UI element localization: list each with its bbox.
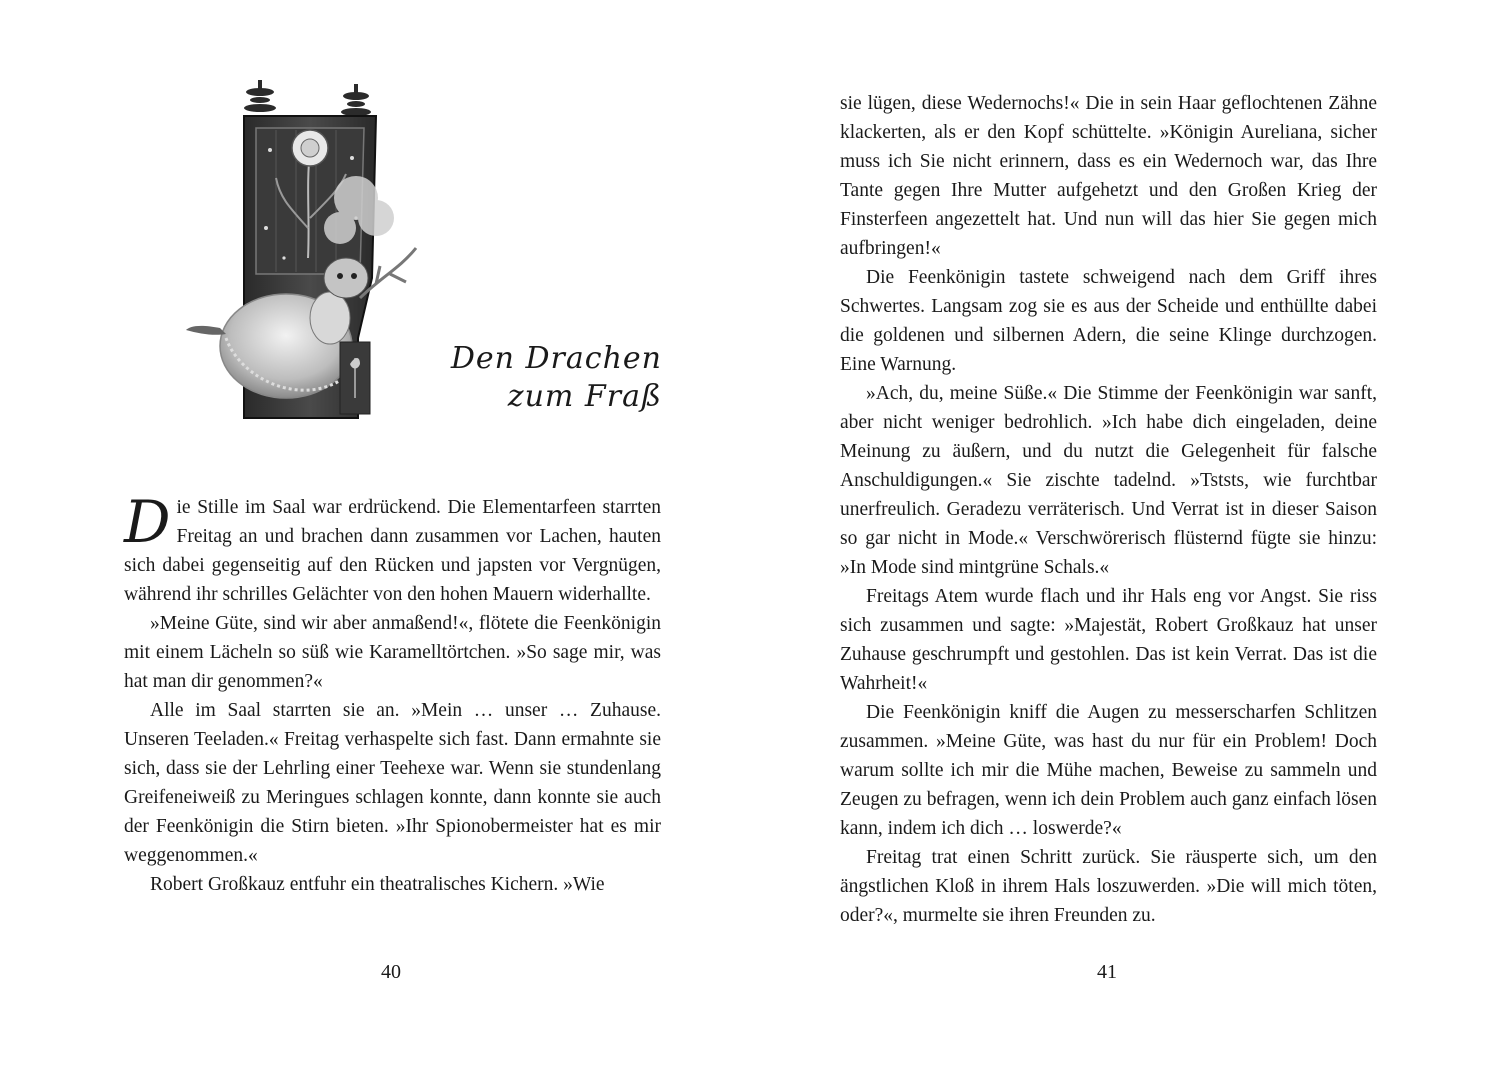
chapter-title-line-2: zum Fraß	[507, 379, 662, 414]
chapter-title	[440, 340, 662, 416]
paragraph: Alle im Saal starrten sie an. »Mein … unser … Zuhause. Unseren Teeladen.« Freitag verhaspelte sich fast. Dann ermahnte sie sich, dass sie der Lehrling einer Teehexe war. Wenn sie stundenlang Greifeneiweiß zu Meringues schlagen konnte, dann konnte sie auch der Feenkönigin die Stirn bieten. »Ihr Spionobermeister hat es mir weggenommen.«	[124, 700, 661, 866]
right-page	[750, 0, 1500, 1086]
paragraph: Die Feenkönigin tastete schweigend nach dem Griff ihres Schwertes. Langsam zog sie es aus der Scheide und enthüllte dabei die goldenen und silbernen Adern, die seine Klinge durchzogen. Eine Warnung.	[840, 267, 1377, 375]
page-number: 40	[381, 961, 401, 983]
chapter-title-line-1: Den Drachen	[450, 341, 662, 376]
drop-cap: D	[124, 488, 171, 556]
paragraph: Die Feenkönigin kniff die Augen zu messerscharfen Schlitzen zusammen. »Meine Güte, was hast du nur für ein Problem! Doch warum sollte ich mir die Mühe machen, Beweise zu sammeln und Zeugen zu befragen, wenn ich dein Problem auch ganz einfach lösen kann, indem ich dich … loswerde?«	[840, 702, 1377, 839]
paragraph: »Meine Güte, sind wir aber anmaßend!«, flötete die Feenkönigin mit einem Lächeln so süß wie Karamelltörtchen. »So sage mir, was hat man dir genommen?«	[124, 613, 661, 692]
paragraph: »Ach, du, meine Süße.« Die Stimme der Feenkönigin war sanft, aber nicht weniger bedrohlich. »Ich habe dich eingeladen, deine Meinung zu äußern, und du nutzt die Gelegenheit für falsche Anschuldigungen.« Sie zischte tadelnd. »Tststs, wie furchtbar unerfreulich. Geradezu verräterisch. Und Verrat ist in dieser Saison so gar nicht in Mode.« Verschwörerisch flüsternd fügte sie hinzu: »In Mode sind mintgrüne Schals.«	[840, 383, 1377, 578]
page-number: 41	[1097, 961, 1117, 983]
paragraph: Freitag trat einen Schritt zurück. Sie räusperte sich, um den ängstlichen Kloß in ihrem Hals loszuwerden. »Die will mich töten, oder?«, murmelte sie ihren Freunden zu.	[840, 847, 1377, 926]
fairy-on-throne-illustration	[180, 78, 450, 438]
paragraph	[124, 488, 661, 609]
right-page-text	[840, 89, 1377, 930]
paragraph: sie lügen, diese Wedernochs!« Die in sein Haar geflochtenen Zähne klackerten, als er den Kopf schüttelte. »Königin Aureliana, sicher muss ich Sie nicht erinnern, dass es ein Wedernoch war, das Ihre Tante gegen Ihre Mutter aufgehetzt und den Großen Krieg der Finsterfeen angezettelt hat. Und nun will das hier Sie gegen mich aufbringen!«	[840, 93, 1377, 259]
paragraph: Freitags Atem wurde flach und ihr Hals eng vor Angst. Sie riss sich zusammen und sagte: »Majestät, Robert Großkauz hat unser Zuhause geschrumpft und gestohlen. Das ist kein Verrat. Das ist die Wahrheit!«	[840, 586, 1377, 694]
paragraph: Robert Großkauz entfuhr ein theatralisches Kichern. »Wie	[150, 874, 605, 895]
left-page-text	[124, 488, 661, 899]
paragraph-text: ie Stille im Saal war erdrückend. Die Elementarfeen starrten Freitag an und brachen dann zusammen vor Lachen, hauten sich dabei gegenseitig auf den Rücken und japsten vor Vergnügen, während ihr schrilles Gelächter von den hohen Mauern widerhallte.	[124, 497, 661, 605]
